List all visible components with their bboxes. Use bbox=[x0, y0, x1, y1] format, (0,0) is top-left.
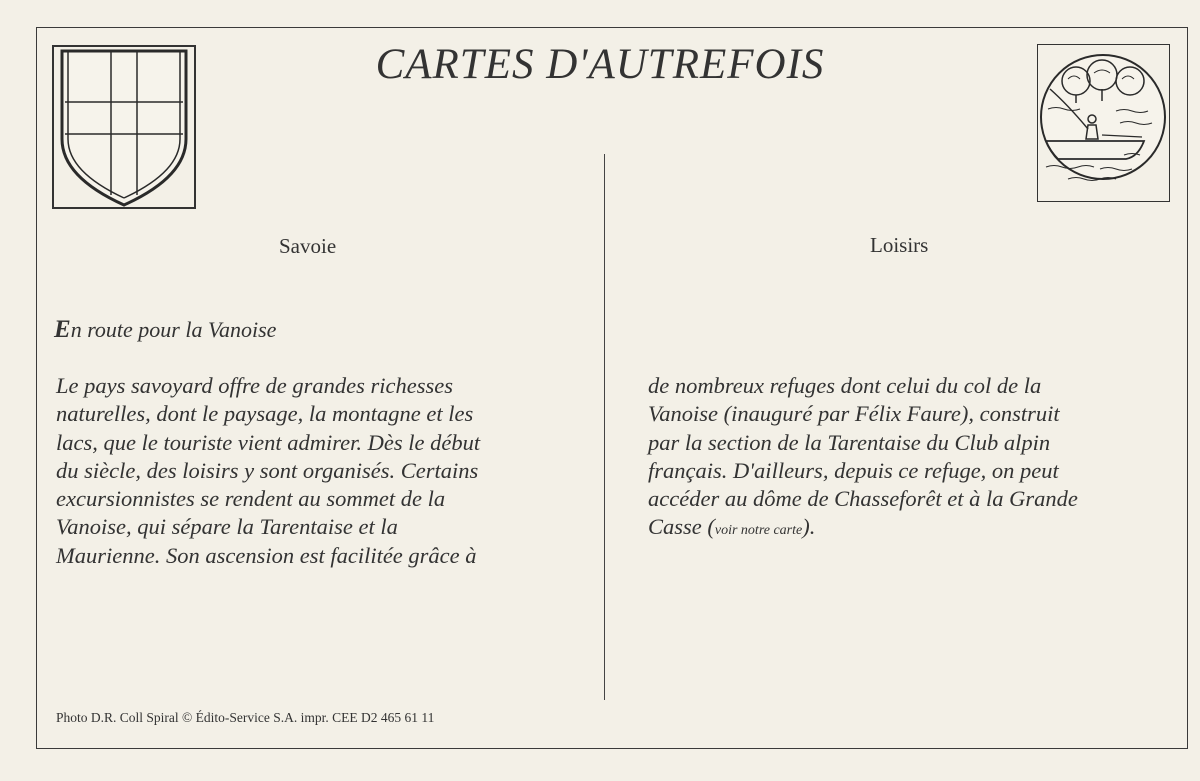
card-reference: voir notre carte bbox=[714, 523, 803, 539]
savoy-cross-shield-icon bbox=[54, 47, 194, 207]
card-title: CARTES D'AUTREFOIS bbox=[375, 41, 825, 88]
left-body-text bbox=[56, 372, 576, 570]
subtitle-rest: n route pour la Vanoise bbox=[70, 317, 277, 342]
text-line: par la section de la Tarentaise du Club alpin bbox=[648, 429, 1051, 455]
text-line-last bbox=[648, 513, 1170, 545]
article-subtitle bbox=[54, 316, 276, 344]
last-line-start: Casse ( bbox=[648, 514, 715, 540]
text-line: accéder au dôme de Chasseforêt et à la Grande bbox=[648, 486, 1078, 512]
text-line: de nombreux refuges dont celui du col de la bbox=[648, 373, 1042, 398]
emblem-box bbox=[1037, 44, 1170, 202]
text-line: Le pays savoyard offre de grandes richesses bbox=[56, 373, 454, 398]
text-line: Maurienne. Son ascension est facilitée grâce à bbox=[56, 542, 477, 568]
photo-credit: Photo D.R. Coll Spiral © Édito-Service S.A. impr. CEE D2 465 61 11 bbox=[56, 710, 435, 725]
left-heading: Savoie bbox=[279, 234, 337, 258]
right-heading: Loisirs bbox=[870, 233, 929, 257]
fisherman-boat-emblem-icon bbox=[1038, 45, 1168, 200]
text-line: Vanoise (inauguré par Félix Faure), construit bbox=[648, 401, 1060, 427]
last-line-end: ). bbox=[802, 514, 816, 540]
text-line: du siècle, des loisirs y sont organisés. Certains bbox=[56, 457, 479, 483]
text-line: lacs, que le touriste vient admirer. Dès le début bbox=[56, 429, 481, 455]
right-body-text bbox=[648, 372, 1170, 546]
text-line: Vanoise, qui sépare la Tarentaise et la bbox=[56, 514, 398, 540]
text-line: naturelles, dont le paysage, la montagne et les bbox=[56, 401, 474, 427]
coat-of-arms-box bbox=[52, 45, 196, 209]
column-divider bbox=[604, 154, 605, 700]
text-line: excursionnistes se rendent au sommet de la bbox=[56, 486, 446, 512]
text-line: français. D'ailleurs, depuis ce refuge, on peut bbox=[648, 457, 1059, 483]
subtitle-initial: E bbox=[54, 316, 71, 343]
